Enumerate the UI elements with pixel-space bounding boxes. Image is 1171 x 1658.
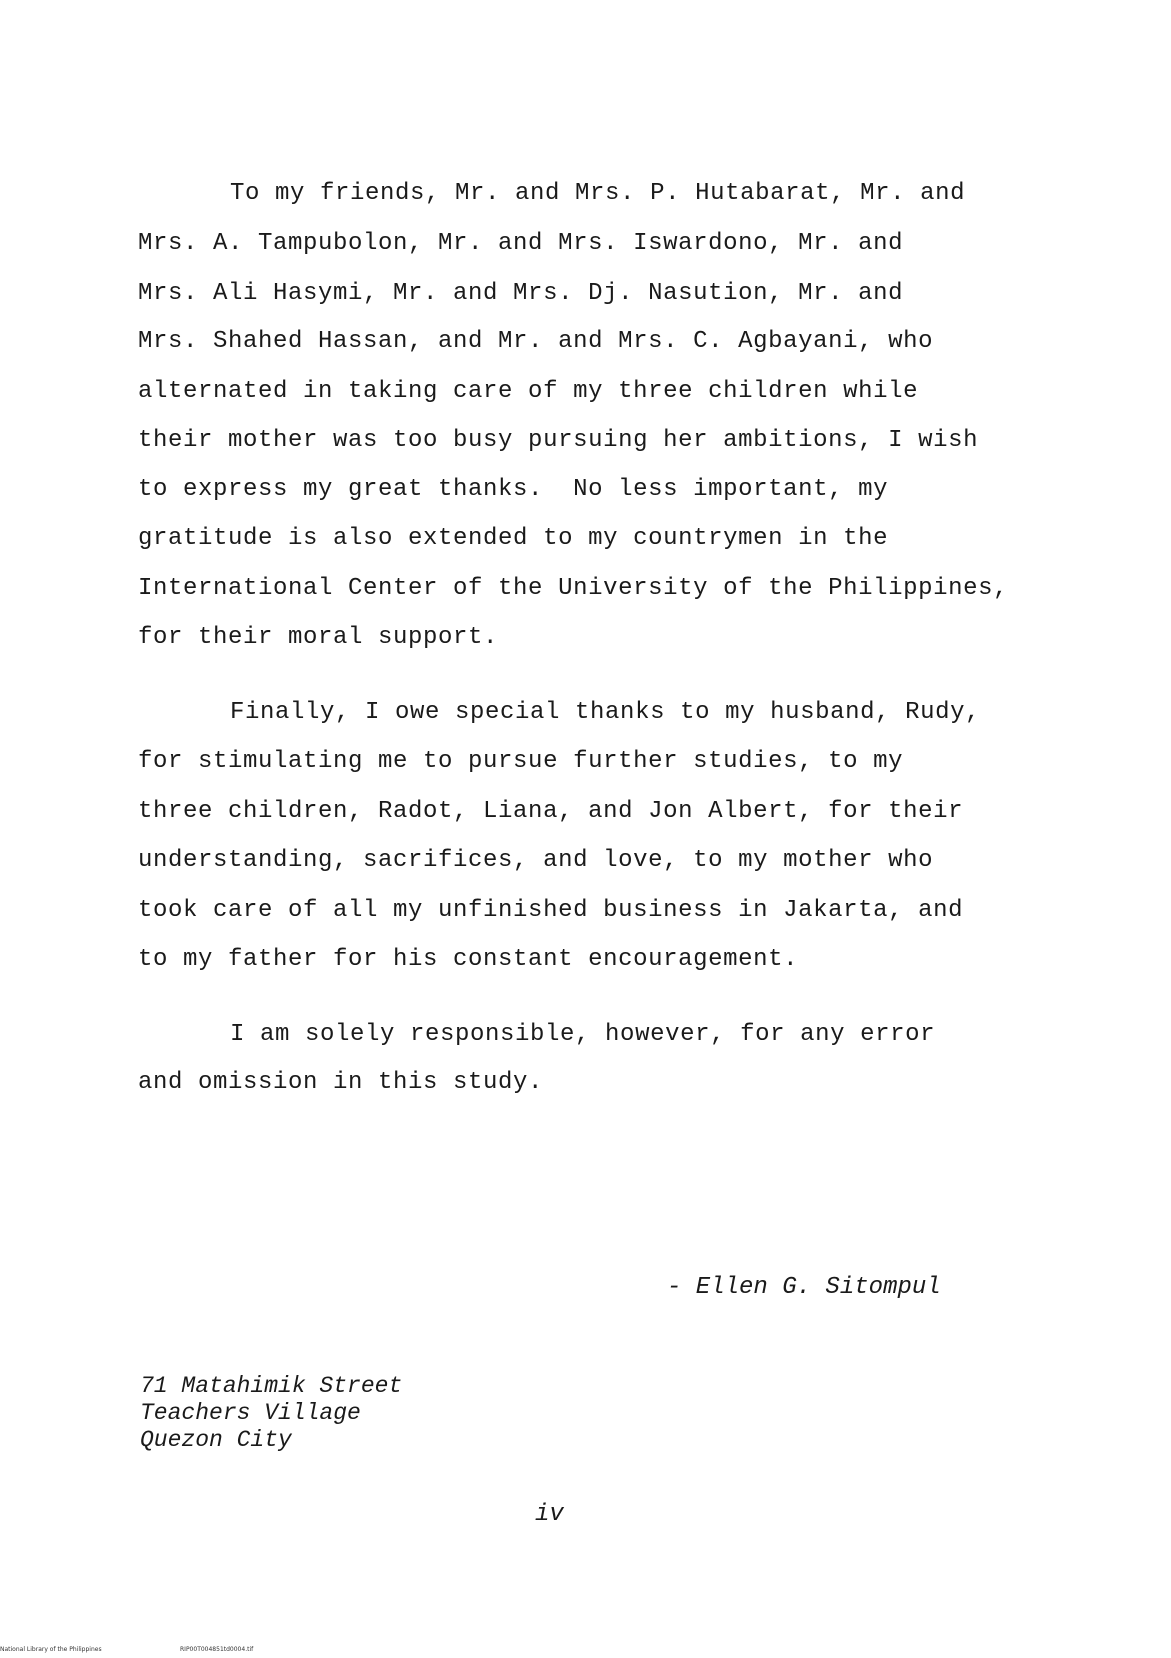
paragraph-1-line-5: alternated in taking care of my three children while (138, 378, 919, 405)
footer-file: RIP00T004851td0004.tif (180, 1646, 254, 1653)
address-line-2: Teachers Village (140, 1400, 361, 1426)
paragraph-2-line-2: for stimulating me to pursue further studies, to my (138, 748, 904, 775)
page-number: iv (535, 1501, 564, 1528)
address-line-3: Quezon City (140, 1427, 292, 1453)
paragraph-3-line-1: I am solely responsible, however, for any error (230, 1021, 936, 1048)
paragraph-1-line-6: their mother was too busy pursuing her ambitions, I wish (138, 427, 979, 454)
paragraph-2-line-1: Finally, I owe special thanks to my husband, Rudy, (230, 699, 981, 726)
paragraph-1-line-3: Mrs. Ali Hasymi, Mr. and Mrs. Dj. Nasution, Mr. and (138, 280, 904, 307)
paragraph-1-line-10: for their moral support. (138, 624, 499, 651)
footer-library: National Library of the Philippines (0, 1646, 102, 1653)
paragraph-2-line-6: to my father for his constant encouragement. (138, 946, 799, 973)
paragraph-1-line-7: to express my great thanks. No less important, my (138, 476, 889, 503)
paragraph-1-line-4: Mrs. Shahed Hassan, and Mr. and Mrs. C. Agbayani, who (138, 328, 934, 355)
paragraph-3-line-2: and omission in this study. (138, 1069, 544, 1096)
signature: - Ellen G. Sitompul (667, 1274, 941, 1301)
paragraph-1-line-9: International Center of the University of the Philippines, (138, 575, 1009, 602)
paragraph-2-line-4: understanding, sacrifices, and love, to my mother who (138, 847, 934, 874)
paragraph-1-line-8: gratitude is also extended to my countrymen in the (138, 525, 889, 552)
address-line-1: 71 Matahimik Street (140, 1373, 403, 1399)
paragraph-1-line-1: To my friends, Mr. and Mrs. P. Hutabarat, Mr. and (230, 180, 966, 207)
paragraph-2-line-3: three children, Radot, Liana, and Jon Albert, for their (138, 798, 964, 825)
paragraph-2-line-5: took care of all my unfinished business in Jakarta, and (138, 897, 964, 924)
paragraph-1-line-2: Mrs. A. Tampubolon, Mr. and Mrs. Iswardono, Mr. and (138, 230, 904, 257)
